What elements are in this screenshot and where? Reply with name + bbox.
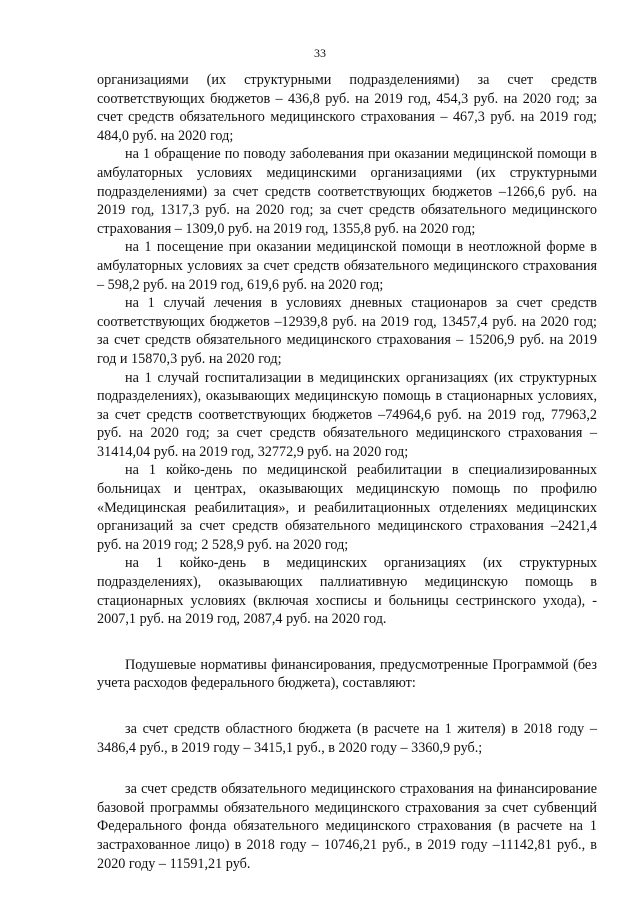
- paragraph-continuation: организациями (их структурными подразделениями) за счет средств соответствующих бюджетов – 436,8 руб. на 2019 год, 454,3 руб. на 2020 год; за счет средств обязательного медицинского страхования – 467,3 руб. на 2019 год; 484,0 руб. на 2020 год;: [97, 72, 597, 144]
- document-body: [97, 71, 597, 873]
- paragraph-oms-subvencii: за счет средств обязательного медицинского страхования на финансирование базовой программы обязательного медицинского страхования за счет субвенций Федерального фонда обязательного медицинского страхования (в расчете на 1 застрахованное лицо) в 2018 году – 10746,21 руб., в 2019 году –11142,81 руб., в 2020 году – 11591,21 руб.: [97, 781, 597, 872]
- page-number: 33: [314, 46, 326, 60]
- paragraph-palliativnaya: на 1 койко-день в медицинских организациях (их структурных подразделениях), оказывающих паллиативную медицинскую помощь в стационарных условиях (включая хосписы и больницы сестринского ухода), - 2007,1 руб. на 2019 год, 2087,4 руб. на 2020 год.: [97, 555, 597, 628]
- paragraph-reabilitaciya: на 1 койко-день по медицинской реабилитации в специализированных больницах и центрах, оказывающих медицинскую помощь по профилю «Медицинская реабилитация», и реабилитационных отделениях медицинских организаций за счет средств обязательного медицинского страхования –2421,4 руб. на 2019 год; 2 528,9 руб. на 2020 год;: [97, 462, 597, 553]
- paragraph-obrashchenie: на 1 обращение по поводу заболевания при оказании медицинской помощи в амбулаторных условиях медицинскими организациями (их структурными подразделениями) за счет средств соответствующих бюджетов –1266,6 руб. на 2019 год, 1317,3 руб. на 2020 год; за счет средств обязательного медицинского страхования – 1309,0 руб. на 2019 год, 1355,8 руб. на 2020 год;: [97, 146, 597, 237]
- paragraph-gospitalizaciya: на 1 случай госпитализации в медицинских организациях (их структурных подразделениях), оказывающих медицинскую помощь в стационарных условиях, за счет средств соответствующих бюджетов –74964,6 руб. на 2019 год, 77963,2 руб. на 2020 год; за счет средств обязательного медицинского страхования – 31414,04 руб. на 2019 год, 32772,9 руб. на 2020 год;: [97, 369, 597, 460]
- paragraph-neotlozhnaya: на 1 посещение при оказании медицинской помощи в неотложной форме в амбулаторных условиях за счет средств обязательного медицинского страхования – 598,2 руб. на 2019 год, 619,6 руб. на 2020 год;: [97, 239, 597, 293]
- paragraph-podushevye-normativy: Подушевые нормативы финансирования, предусмотренные Программой (без учета расходов федерального бюджета), составляют:: [97, 656, 597, 692]
- paragraph-dnevnoy-stacionar: на 1 случай лечения в условиях дневных стационаров за счет средств соответствующих бюджетов –12939,8 руб. на 2019 год, 13457,4 руб. на 2020 год; за счет средств обязательного медицинского страхования – 15206,9 руб. на 2019 год и 15870,3 руб. на 2020 год;: [97, 295, 597, 367]
- paragraph-oblastnoy-byudzhet: за счет средств областного бюджета (в расчете на 1 жителя) в 2018 году – 3486,4 руб., в 2019 году – 3415,1 руб., в 2020 году – 3360,9 руб.;: [97, 721, 597, 756]
